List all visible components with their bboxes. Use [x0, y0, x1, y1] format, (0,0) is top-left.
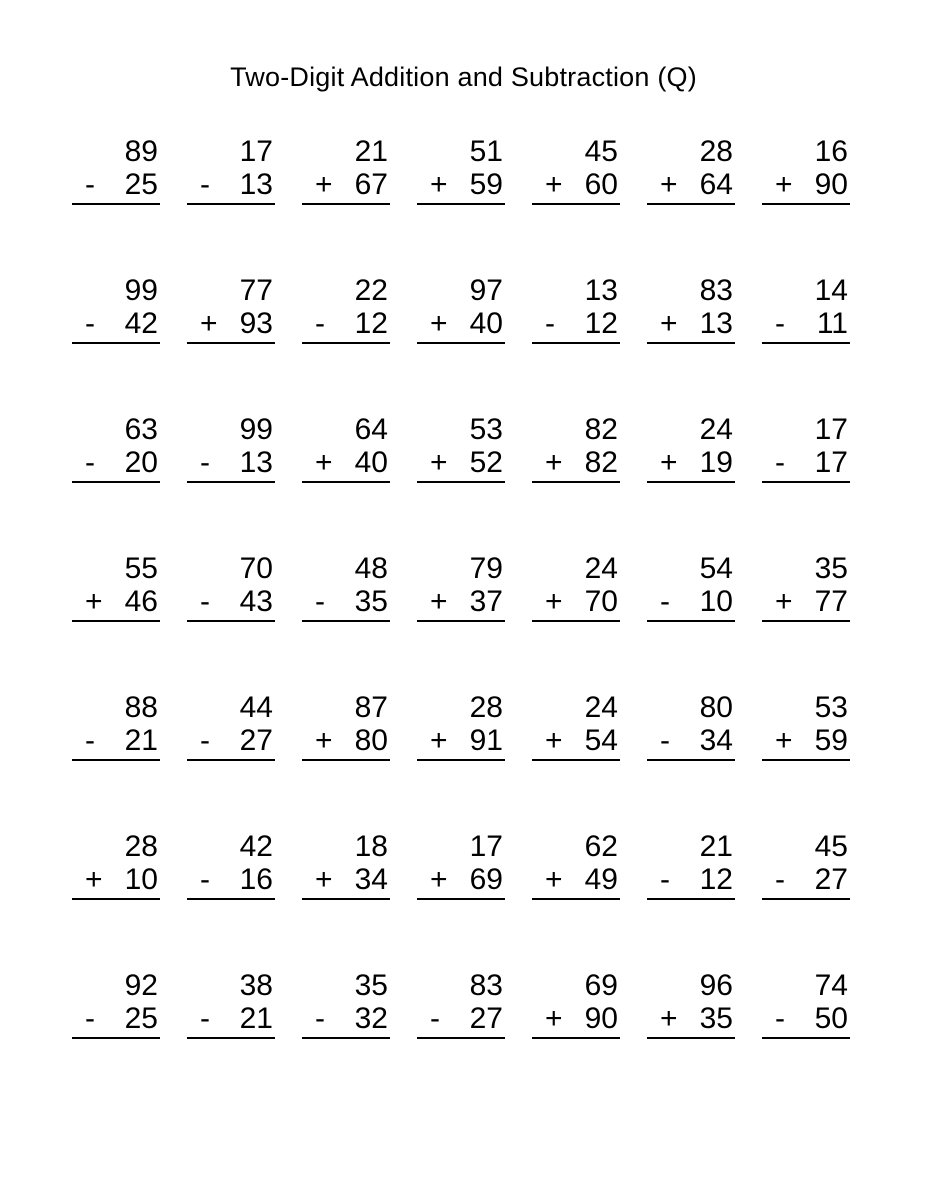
math-problem — [72, 830, 160, 900]
answer-line — [647, 481, 735, 483]
operator: - — [315, 585, 325, 618]
answer-line — [302, 620, 390, 622]
answer-line — [762, 620, 850, 622]
top-operand: 21 — [699, 830, 733, 863]
answer-line — [72, 759, 160, 761]
answer-line — [647, 342, 735, 344]
bottom-row — [302, 168, 390, 201]
math-problem — [647, 552, 735, 622]
bottom-row — [187, 863, 275, 896]
bottom-operand: 13 — [239, 168, 273, 201]
math-problem — [187, 830, 275, 900]
answer-line — [532, 759, 620, 761]
answer-line — [302, 759, 390, 761]
bottom-row — [72, 307, 160, 340]
top-operand: 14 — [814, 274, 848, 307]
problems-grid — [72, 135, 850, 1039]
math-problem — [532, 274, 620, 344]
bottom-row — [532, 446, 620, 479]
operator: - — [200, 585, 210, 618]
math-problem — [647, 135, 735, 205]
bottom-row — [762, 446, 850, 479]
math-problem — [302, 552, 390, 622]
answer-line — [762, 203, 850, 205]
bottom-operand: 90 — [584, 1002, 618, 1035]
answer-line — [72, 481, 160, 483]
top-operand: 64 — [354, 413, 388, 446]
answer-line — [762, 759, 850, 761]
answer-line — [187, 620, 275, 622]
answer-line — [417, 759, 505, 761]
bottom-row — [302, 1002, 390, 1035]
bottom-row — [72, 446, 160, 479]
bottom-row — [647, 307, 735, 340]
answer-line — [302, 481, 390, 483]
page-title: Two-Digit Addition and Subtraction (Q) — [230, 62, 697, 92]
top-operand: 80 — [699, 691, 733, 724]
bottom-operand: 40 — [469, 307, 503, 340]
bottom-operand: 16 — [239, 863, 273, 896]
top-operand: 83 — [699, 274, 733, 307]
answer-line — [187, 481, 275, 483]
top-operand: 13 — [584, 274, 618, 307]
answer-line — [647, 620, 735, 622]
bottom-operand: 34 — [699, 724, 733, 757]
bottom-row — [762, 585, 850, 618]
math-problem — [762, 969, 850, 1039]
top-operand: 45 — [814, 830, 848, 863]
top-operand: 83 — [469, 969, 503, 1002]
bottom-operand: 32 — [354, 1002, 388, 1035]
answer-line — [302, 203, 390, 205]
answer-line — [532, 481, 620, 483]
bottom-operand: 12 — [354, 307, 388, 340]
bottom-row — [72, 863, 160, 896]
bottom-operand: 10 — [124, 863, 158, 896]
operator: - — [430, 1002, 440, 1035]
operator: + — [430, 168, 448, 201]
bottom-operand: 70 — [584, 585, 618, 618]
bottom-row — [302, 863, 390, 896]
math-problem — [647, 691, 735, 761]
bottom-row — [532, 863, 620, 896]
operator: - — [200, 1002, 210, 1035]
bottom-row — [187, 307, 275, 340]
operator: + — [315, 168, 333, 201]
answer-line — [417, 1037, 505, 1039]
bottom-row — [187, 724, 275, 757]
bottom-operand: 20 — [124, 446, 158, 479]
top-operand: 69 — [584, 969, 618, 1002]
top-operand: 17 — [239, 135, 273, 168]
bottom-operand: 25 — [124, 168, 158, 201]
bottom-operand: 54 — [584, 724, 618, 757]
operator: - — [775, 446, 785, 479]
top-operand: 82 — [584, 413, 618, 446]
math-problem — [187, 691, 275, 761]
bottom-operand: 59 — [814, 724, 848, 757]
operator: - — [775, 307, 785, 340]
bottom-operand: 21 — [239, 1002, 273, 1035]
bottom-row — [532, 307, 620, 340]
top-operand: 51 — [469, 135, 503, 168]
bottom-operand: 46 — [124, 585, 158, 618]
bottom-operand: 80 — [354, 724, 388, 757]
top-operand: 44 — [239, 691, 273, 724]
bottom-operand: 34 — [354, 863, 388, 896]
bottom-row — [72, 585, 160, 618]
top-operand: 16 — [814, 135, 848, 168]
top-operand: 55 — [124, 552, 158, 585]
bottom-row — [762, 168, 850, 201]
bottom-row — [417, 585, 505, 618]
math-problem — [532, 135, 620, 205]
math-problem — [302, 413, 390, 483]
answer-line — [532, 1037, 620, 1039]
top-operand: 28 — [699, 135, 733, 168]
answer-line — [417, 481, 505, 483]
top-operand: 17 — [814, 413, 848, 446]
answer-line — [187, 759, 275, 761]
top-operand: 22 — [354, 274, 388, 307]
top-operand: 45 — [584, 135, 618, 168]
top-operand: 28 — [124, 830, 158, 863]
math-problem — [417, 552, 505, 622]
operator: + — [775, 585, 793, 618]
bottom-operand: 91 — [469, 724, 503, 757]
bottom-operand: 59 — [469, 168, 503, 201]
bottom-row — [647, 724, 735, 757]
bottom-row — [417, 168, 505, 201]
top-operand: 74 — [814, 969, 848, 1002]
bottom-operand: 69 — [469, 863, 503, 896]
answer-line — [762, 898, 850, 900]
top-operand: 24 — [584, 552, 618, 585]
answer-line — [532, 898, 620, 900]
math-problem — [647, 413, 735, 483]
answer-line — [417, 203, 505, 205]
bottom-row — [762, 863, 850, 896]
top-operand: 99 — [124, 274, 158, 307]
bottom-operand: 13 — [239, 446, 273, 479]
bottom-operand: 27 — [239, 724, 273, 757]
bottom-operand: 17 — [814, 446, 848, 479]
answer-line — [187, 342, 275, 344]
operator: + — [315, 446, 333, 479]
operator: - — [200, 446, 210, 479]
top-operand: 79 — [469, 552, 503, 585]
bottom-row — [187, 168, 275, 201]
math-problem — [72, 691, 160, 761]
top-operand: 38 — [239, 969, 273, 1002]
top-operand: 42 — [239, 830, 273, 863]
operator: + — [430, 863, 448, 896]
answer-line — [762, 1037, 850, 1039]
bottom-operand: 10 — [699, 585, 733, 618]
bottom-row — [417, 863, 505, 896]
top-operand: 87 — [354, 691, 388, 724]
bottom-operand: 82 — [584, 446, 618, 479]
bottom-row — [417, 307, 505, 340]
operator: - — [775, 1002, 785, 1035]
bottom-operand: 60 — [584, 168, 618, 201]
bottom-row — [72, 724, 160, 757]
math-problem — [532, 830, 620, 900]
math-problem — [532, 969, 620, 1039]
bottom-row — [417, 446, 505, 479]
answer-line — [762, 342, 850, 344]
answer-line — [417, 342, 505, 344]
operator: + — [775, 168, 793, 201]
top-operand: 92 — [124, 969, 158, 1002]
bottom-operand: 21 — [124, 724, 158, 757]
operator: + — [545, 168, 563, 201]
math-problem — [72, 969, 160, 1039]
math-problem — [187, 274, 275, 344]
operator: + — [430, 307, 448, 340]
math-problem — [647, 830, 735, 900]
top-operand: 35 — [354, 969, 388, 1002]
bottom-row — [647, 446, 735, 479]
bottom-operand: 77 — [814, 585, 848, 618]
answer-line — [532, 620, 620, 622]
bottom-row — [187, 446, 275, 479]
bottom-operand: 27 — [814, 863, 848, 896]
bottom-operand: 12 — [584, 307, 618, 340]
bottom-row — [532, 1002, 620, 1035]
bottom-row — [647, 168, 735, 201]
math-problem — [417, 830, 505, 900]
bottom-operand: 90 — [814, 168, 848, 201]
bottom-operand: 42 — [124, 307, 158, 340]
answer-line — [187, 898, 275, 900]
math-problem — [72, 413, 160, 483]
operator: + — [545, 446, 563, 479]
operator: + — [660, 307, 678, 340]
bottom-row — [417, 724, 505, 757]
bottom-operand: 12 — [699, 863, 733, 896]
top-operand: 48 — [354, 552, 388, 585]
operator: + — [315, 724, 333, 757]
operator: + — [200, 307, 218, 340]
top-operand: 77 — [239, 274, 273, 307]
top-operand: 24 — [584, 691, 618, 724]
answer-line — [187, 1037, 275, 1039]
operator: + — [660, 168, 678, 201]
answer-line — [72, 1037, 160, 1039]
top-operand: 62 — [584, 830, 618, 863]
math-problem — [762, 135, 850, 205]
bottom-row — [647, 863, 735, 896]
answer-line — [72, 342, 160, 344]
bottom-row — [302, 446, 390, 479]
math-problem — [647, 274, 735, 344]
operator: - — [200, 168, 210, 201]
bottom-operand: 25 — [124, 1002, 158, 1035]
math-problem — [762, 830, 850, 900]
answer-line — [187, 203, 275, 205]
bottom-operand: 67 — [354, 168, 388, 201]
top-operand: 97 — [469, 274, 503, 307]
answer-line — [532, 203, 620, 205]
math-problem — [302, 830, 390, 900]
top-operand: 63 — [124, 413, 158, 446]
operator: + — [660, 446, 678, 479]
math-problem — [72, 274, 160, 344]
math-problem — [187, 552, 275, 622]
answer-line — [647, 898, 735, 900]
math-problem — [532, 413, 620, 483]
math-problem — [417, 413, 505, 483]
operator: - — [660, 585, 670, 618]
answer-line — [72, 203, 160, 205]
answer-line — [417, 898, 505, 900]
top-operand: 35 — [814, 552, 848, 585]
answer-line — [647, 203, 735, 205]
bottom-operand: 37 — [469, 585, 503, 618]
bottom-operand: 40 — [354, 446, 388, 479]
math-problem — [762, 413, 850, 483]
answer-line — [72, 898, 160, 900]
top-operand: 53 — [814, 691, 848, 724]
bottom-row — [187, 1002, 275, 1035]
operator: + — [545, 863, 563, 896]
top-operand: 21 — [354, 135, 388, 168]
operator: - — [660, 863, 670, 896]
bottom-row — [417, 1002, 505, 1035]
bottom-row — [532, 724, 620, 757]
bottom-operand: 93 — [239, 307, 273, 340]
operator: + — [85, 863, 103, 896]
top-operand: 96 — [699, 969, 733, 1002]
bottom-row — [72, 168, 160, 201]
bottom-operand: 43 — [239, 585, 273, 618]
bottom-row — [762, 307, 850, 340]
operator: + — [315, 863, 333, 896]
answer-line — [417, 620, 505, 622]
operator: - — [545, 307, 555, 340]
bottom-operand: 50 — [814, 1002, 848, 1035]
bottom-operand: 52 — [469, 446, 503, 479]
operator: - — [775, 863, 785, 896]
bottom-row — [532, 168, 620, 201]
top-operand: 89 — [124, 135, 158, 168]
bottom-row — [647, 585, 735, 618]
top-operand: 17 — [469, 830, 503, 863]
operator: + — [430, 724, 448, 757]
operator: - — [85, 446, 95, 479]
bottom-row — [647, 1002, 735, 1035]
operator: - — [315, 1002, 325, 1035]
math-problem — [762, 691, 850, 761]
operator: + — [545, 724, 563, 757]
operator: + — [775, 724, 793, 757]
math-problem — [762, 552, 850, 622]
operator: + — [85, 585, 103, 618]
bottom-operand: 35 — [354, 585, 388, 618]
operator: + — [430, 446, 448, 479]
bottom-operand: 19 — [699, 446, 733, 479]
operator: - — [85, 168, 95, 201]
answer-line — [302, 342, 390, 344]
math-problem — [302, 135, 390, 205]
math-problem — [417, 691, 505, 761]
operator: - — [200, 724, 210, 757]
math-problem — [417, 969, 505, 1039]
top-operand: 88 — [124, 691, 158, 724]
answer-line — [647, 759, 735, 761]
operator: + — [430, 585, 448, 618]
answer-line — [302, 1037, 390, 1039]
math-problem — [187, 135, 275, 205]
operator: - — [85, 307, 95, 340]
math-problem — [417, 274, 505, 344]
bottom-operand: 64 — [699, 168, 733, 201]
math-problem — [762, 274, 850, 344]
bottom-operand: 13 — [699, 307, 733, 340]
math-problem — [532, 691, 620, 761]
top-operand: 18 — [354, 830, 388, 863]
top-operand: 99 — [239, 413, 273, 446]
math-problem — [302, 274, 390, 344]
bottom-row — [187, 585, 275, 618]
answer-line — [302, 898, 390, 900]
operator: - — [85, 724, 95, 757]
math-problem — [647, 969, 735, 1039]
bottom-row — [302, 307, 390, 340]
bottom-operand: 49 — [584, 863, 618, 896]
bottom-operand: 27 — [469, 1002, 503, 1035]
answer-line — [762, 481, 850, 483]
bottom-row — [302, 585, 390, 618]
operator: - — [660, 724, 670, 757]
math-problem — [532, 552, 620, 622]
math-problem — [72, 552, 160, 622]
bottom-row — [762, 1002, 850, 1035]
operator: + — [545, 1002, 563, 1035]
bottom-operand: 11 — [816, 307, 848, 340]
operator: + — [545, 585, 563, 618]
math-problem — [72, 135, 160, 205]
answer-line — [532, 342, 620, 344]
top-operand: 70 — [239, 552, 273, 585]
operator: - — [315, 307, 325, 340]
bottom-row — [302, 724, 390, 757]
math-problem — [187, 413, 275, 483]
bottom-row — [532, 585, 620, 618]
top-operand: 24 — [699, 413, 733, 446]
math-problem — [417, 135, 505, 205]
operator: - — [200, 863, 210, 896]
operator: + — [660, 1002, 678, 1035]
top-operand: 53 — [469, 413, 503, 446]
math-problem — [302, 969, 390, 1039]
bottom-row — [762, 724, 850, 757]
math-problem — [302, 691, 390, 761]
answer-line — [647, 1037, 735, 1039]
answer-line — [72, 620, 160, 622]
bottom-operand: 35 — [699, 1002, 733, 1035]
bottom-row — [72, 1002, 160, 1035]
operator: - — [85, 1002, 95, 1035]
top-operand: 28 — [469, 691, 503, 724]
top-operand: 54 — [699, 552, 733, 585]
math-problem — [187, 969, 275, 1039]
